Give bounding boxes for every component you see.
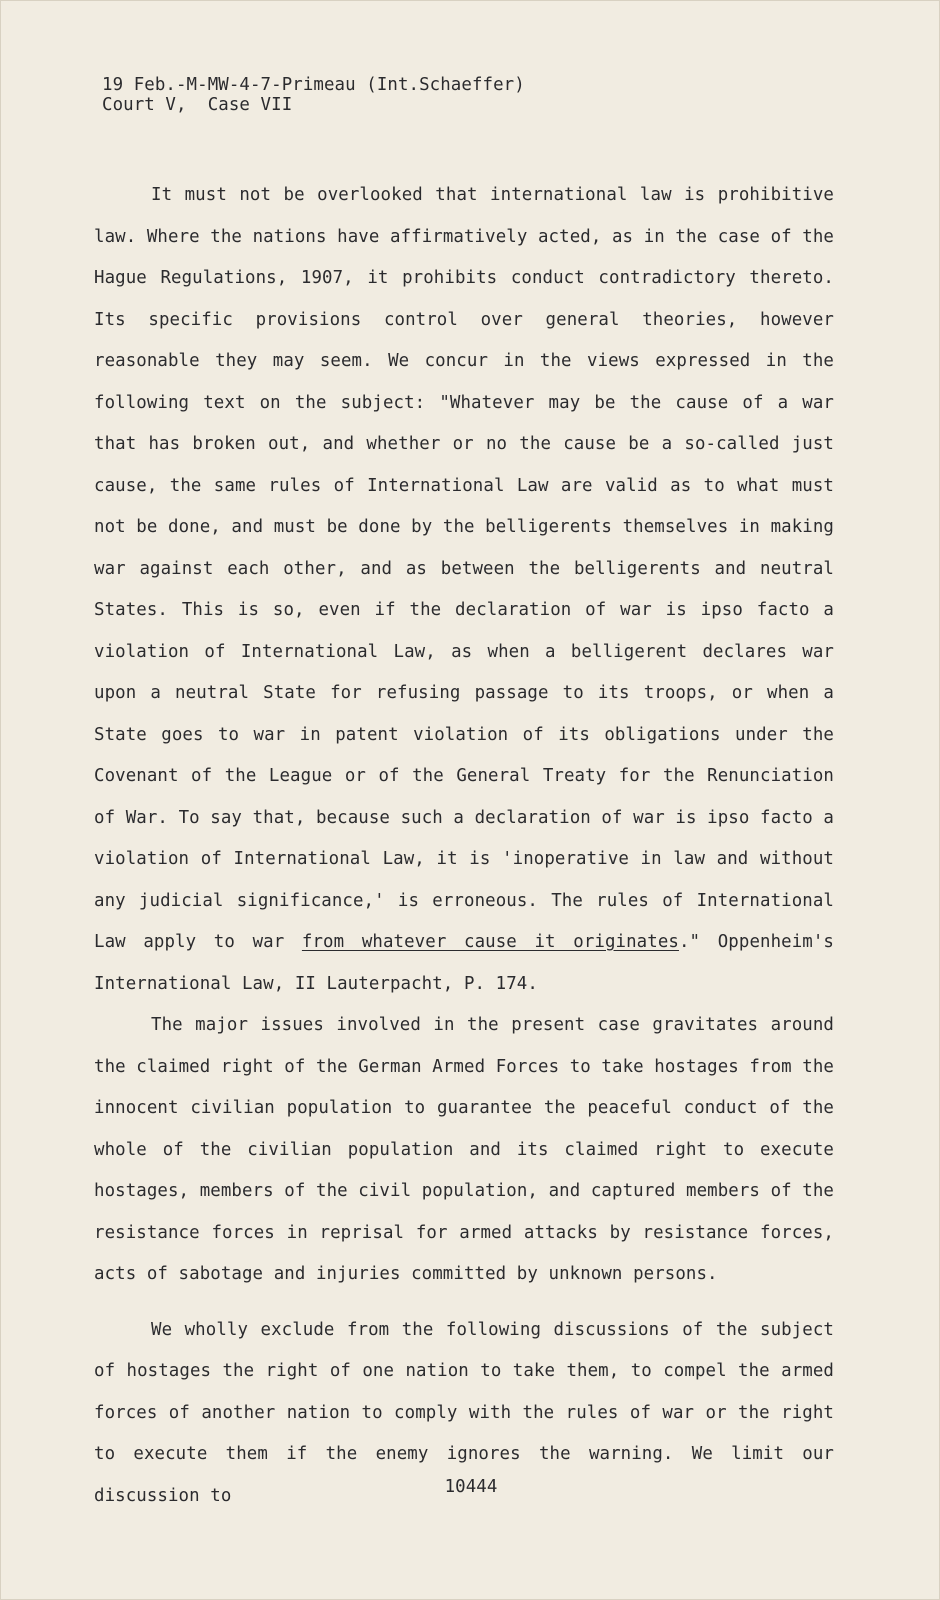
citation-oppenheim: ." Oppenheim's International Law, II Lauterpacht, P. 174. [94, 932, 835, 994]
document-header [102, 75, 525, 115]
underlined-phrase: from whatever cause it originates [301, 932, 679, 952]
paragraph-major-issues: The major issues involved in the present case gravitates around the claimed right of the German Armed Forces to take hostages from the innocent civilian population to guarantee the peaceful conduct of the whole of the civilian population and its claimed right to execute hostages, members of the civil population, and captured members of the resistance forces in reprisal for armed attacks by resistance forces, acts of sabotage and injuries committed by unknown persons. [94, 1015, 834, 1284]
paragraph-1-text: It must not be overlooked that international law is prohibitive law. Where the nations have affirmatively acted, as in the case of the Hague Regulations, 1907, it prohibits conduct contradictory thereto. Its specific provisions control over general theories, however reasonable they may seem. We concur in the views expressed in the following text on the subject: "Whatever may be the cause of a war that has broken out, and whether or no the cause be a so-called just cause, the same rules of International Law are valid as to what must not be done, and must be done by the belligerents themselves in making war against each other, and as between the belligerents and neutral States. This is so, even if the declaration of war is ipso facto a violation of International Law, as when a belligerent declares war upon a neutral State for refusing passage to its troops, or when a State goes to war in patent violation of its obligations under the Covenant of the League or of the General Treaty for the Renunciation of War. To say that, because such a declaration of war is ipso facto a violation of International Law, it is 'inoperative in law and without any judicial significance,' is erroneous. The rules of International Law apply to war [94, 185, 834, 952]
page-number: 10444 [444, 1477, 498, 1497]
paragraph-hostages-exclusion: We wholly exclude from the following discussions of the subject of hostages the right of one nation to take them, to compel the armed forces of another nation to comply with the rules of war or the right to execute them if the enemy ignores the warning. We limit our discussion to [94, 1319, 834, 1506]
document-body [94, 175, 834, 1531]
header-court-case: Court V, Case VII [102, 95, 293, 115]
header-case-reference: 19 Feb.-M-MW-4-7-Primeau (Int.Schaeffer) [102, 75, 525, 95]
paragraph-international-law [94, 175, 834, 1005]
